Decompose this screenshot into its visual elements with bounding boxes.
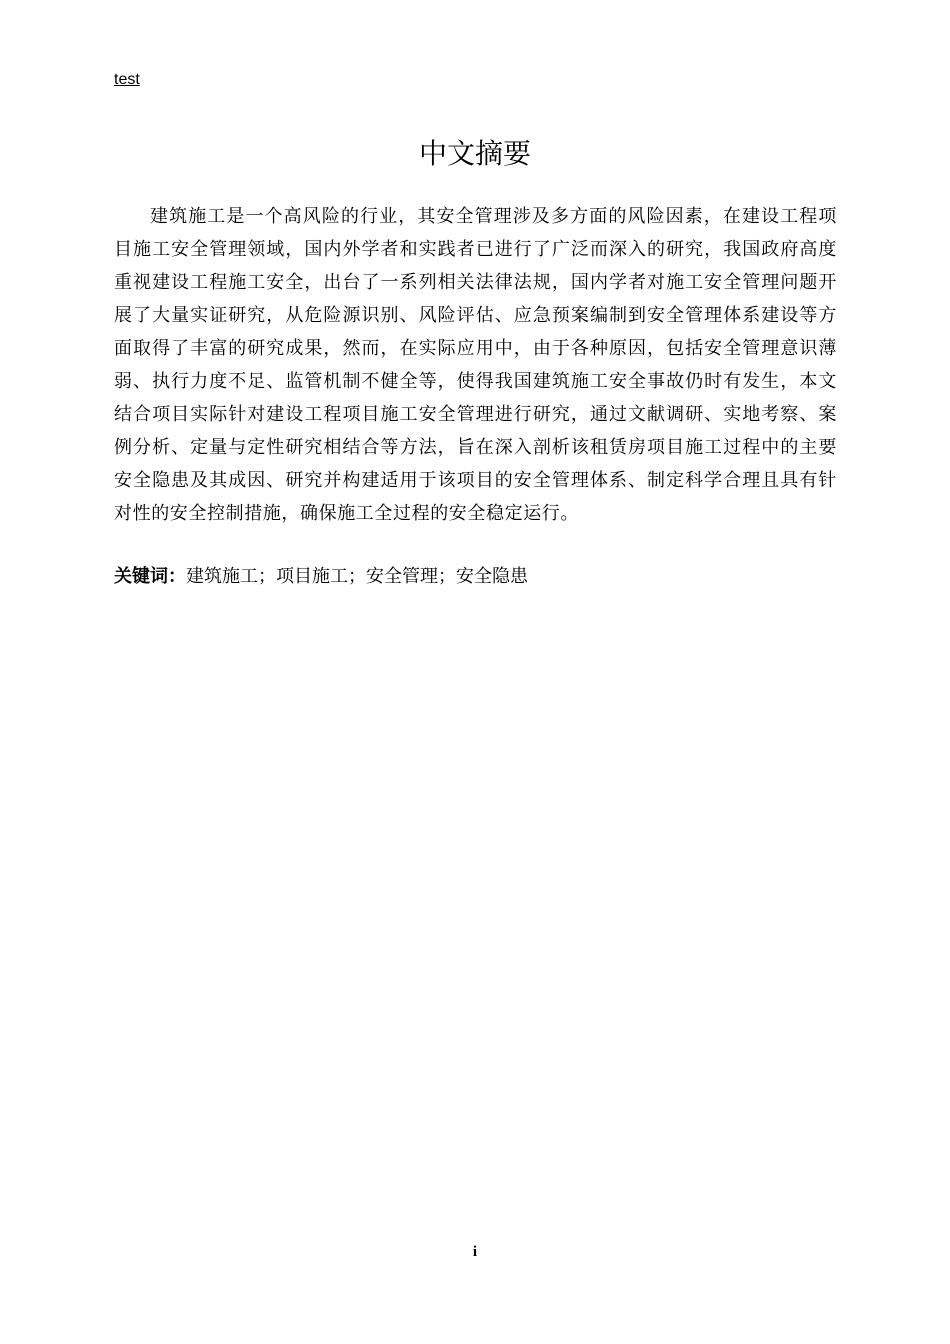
header-link[interactable]: test <box>114 71 140 88</box>
keywords-text: 建筑施工；项目施工；安全管理；安全隐患 <box>186 566 528 587</box>
abstract-paragraph: 建筑施工是一个高风险的行业，其安全管理涉及多方面的风险因素，在建设工程项目施工安全管理领域，国内外学者和实践者已进行了广泛而深入的研究，我国政府高度重视建设工程施工安全，出台了一系列相关法律法规，国内学者对施工安全管理问题开展了大量实证研究，从危险源识别、风险评估、应急预案编制到安全管理体系建设等方面取得了丰富的研究成果，然而，在实际应用中，由于各种原因，包括安全管理意识薄弱、执行力度不足、监管机制不健全等，使得我国建筑施工安全事故仍时有发生，本文结合项目实际针对建设工程项目施工安全管理进行研究，通过文献调研、实地考察、案例分析、定量与定性研究相结合等方法，旨在深入剖析该租赁房项目施工过程中的主要安全隐患及其成因、研究并构建适用于该项目的安全管理体系、制定科学合理且具有针对性的安全控制措施，确保施工全过程的安全稳定运行。 <box>114 206 837 524</box>
keywords-label: 关键词： <box>114 566 186 587</box>
page-number: i <box>472 1244 478 1260</box>
keywords-line <box>114 562 837 592</box>
page-title: 中文摘要 <box>418 137 531 170</box>
